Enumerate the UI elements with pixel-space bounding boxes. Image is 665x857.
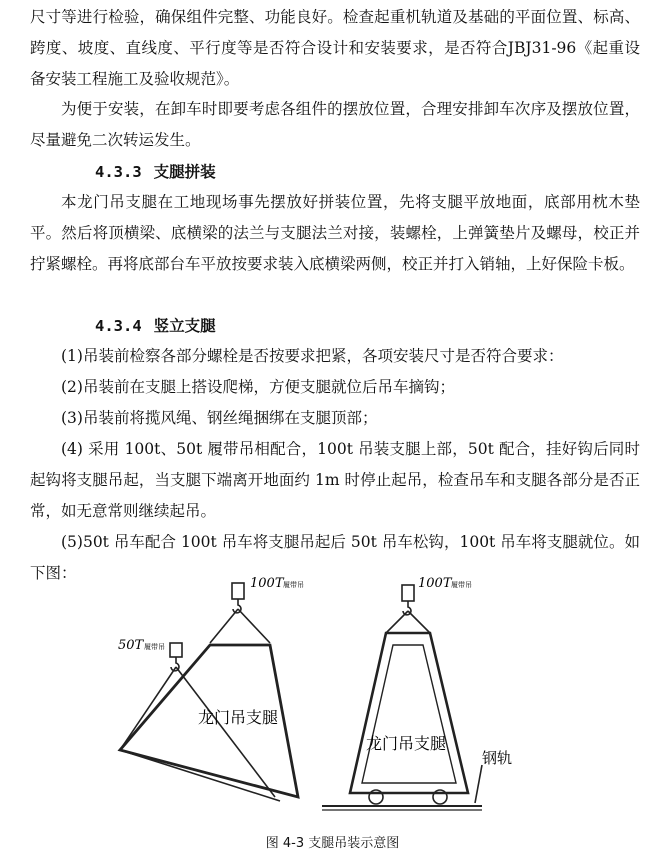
paragraph-leg-assembly: 本龙门吊支腿在工地现场事先摆放好拼装位置，先将支腿平放地面，底部用枕木垫平。然后将顶横梁、底横梁的法兰与支腿法兰对接，装螺栓，上弹簧垫片及螺母，校正并拧紧螺栓。再将底部台车平放按要求装入底横梁两侧，校正并打入销轴，上好保险卡板。 (30, 193, 640, 273)
crane-100t-label-right: 100T (418, 576, 452, 591)
sling-line (386, 611, 408, 633)
rail-leader-line (475, 765, 482, 803)
heading-4-3-3 (95, 156, 216, 188)
heading-title: 支腿拼装 (153, 162, 216, 181)
list-item-3: (3)吊装前将揽风绳、钢丝绳捆绑在支腿顶部； (61, 409, 378, 427)
right-standing-scene (322, 585, 482, 810)
sling-line (210, 609, 238, 643)
paragraph-unloading: 为便于安装，在卸车时即要考虑各组件的摆放位置，合理安排卸车次序及摆放位置，尽量避免二次转运发生。 (30, 100, 640, 149)
list-item-5: (5)50t 吊车配合 100t 吊车将支腿吊起后 50t 吊车松钩，100t 吊车将支腿就位。如下图： (30, 533, 640, 582)
heading-number: 4.3.4 (95, 317, 142, 335)
list-item-2: (2)吊装前在支腿上搭设爬梯，方便支腿就位后吊车摘钩； (61, 378, 455, 396)
leg-label-right: 龙门吊支腿 (366, 734, 447, 753)
crane-100t-label-left: 100T (250, 576, 284, 591)
heading-number: 4.3.3 (95, 163, 142, 181)
gantry-leg-standing (350, 633, 468, 793)
sling-line (238, 609, 270, 643)
crane-100t-sub-right: 履带吊 (451, 581, 472, 589)
crane-100t-sub-left: 履带吊 (283, 581, 304, 589)
gantry-leg-inner (362, 645, 456, 783)
lifting-diagram (110, 565, 530, 825)
figure-caption: 图 4-3 支腿吊装示意图 (265, 836, 400, 851)
crane-100t-hook-left (232, 583, 244, 599)
rail-label: 钢轨 (482, 749, 513, 767)
list-item-4: (4) 采用 100t、50t 履带吊相配合，100t 吊装支腿上部，50t 配合，挂好钩后同时起钩将支腿吊起，当支腿下端离开地面约 1m 时停止起吊，检查吊车和支腿各部分是否正常，如无意常则继续起吊。 (30, 440, 640, 520)
left-lifting-scene (120, 583, 298, 801)
crane-100t-hook-right (402, 585, 414, 601)
leg-label-left: 龙门吊支腿 (198, 708, 279, 727)
heading-title: 竖立支腿 (153, 316, 216, 335)
heading-4-3-4 (95, 310, 216, 342)
sling-line (120, 750, 280, 801)
sling-line (120, 667, 176, 750)
list-item-1: (1)吊装前检察各部分螺栓是否按要求把紧，各项安装尺寸是否符合要求： (61, 347, 564, 365)
crane-50t-hook (170, 643, 182, 657)
paragraph-inspection: 尺寸等进行检验，确保组件完整、功能良好。检查起重机轨道及基础的平面位置、标高、跨度、坡度、直线度、平行度等是否符合设计和安装要求，是否符合JBJ31-96《起重设备安装工程施工及验收规范》。 (30, 8, 640, 88)
crane-50t-label: 50T (118, 638, 144, 653)
crane-50t-sub: 履带吊 (144, 643, 165, 651)
sling-line (408, 611, 430, 633)
